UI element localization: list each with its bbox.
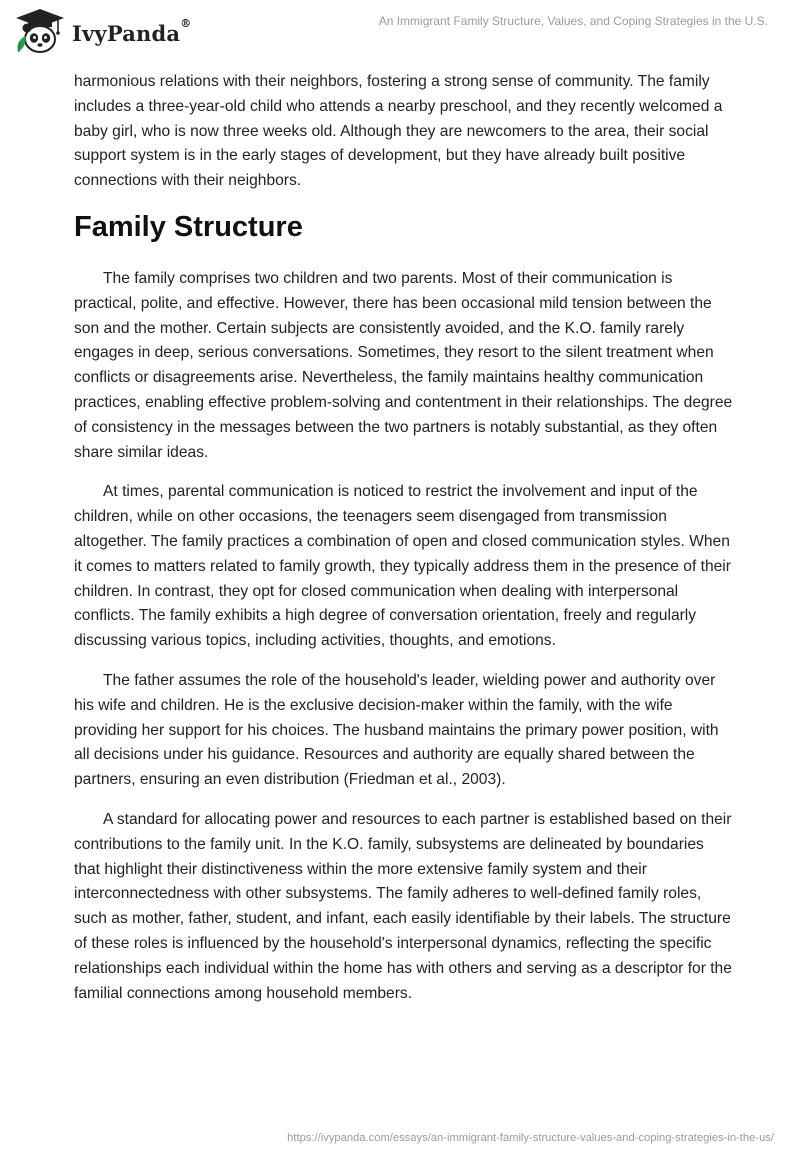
document-title: An Immigrant Family Structure, Values, and Coping Strategies in the U.S. [378, 14, 768, 28]
registered-mark: ® [180, 16, 192, 30]
panda-graduation-cap-icon [14, 8, 66, 54]
page-header [0, 0, 800, 70]
body-paragraph: The father assumes the role of the household's leader, wielding power and authority over his wife and children. He is the exclusive decision-maker within the family, with the wife providing her support for his choices. The husband maintains the primary power position, with all decisions under his guidance. Resources and authority are equally shared between the partners, ensuring an even distribution (Friedman et al., 2003). [74, 671, 719, 789]
body-paragraph: At times, parental communication is noticed to restrict the involvement and input of the children, while on other occasions, the teenagers seem disengaged from transmission altogether. The family practices a combination of open and closed communication styles. When it comes to matters related to family growth, they typically address them in the presence of their children. In contrast, they opt for closed communication when dealing with interpersonal conflicts. The family exhibits a high degree of conversation orientation, freely and regularly discussing various topics, including activities, thoughts, and emotions. [74, 483, 731, 650]
body-paragraph: A standard for allocating power and resources to each partner is established based on their contributions to the family unit. In the K.O. family, subsystems are delineated by boundaries that highlight their distinctiveness within the more extensive family system and their interconnectedness with other subsystems. The family adheres to well-defined family roles, such as mother, father, student, and infant, each easily identifiable by their labels. The structure of these roles is influenced by the household's interpersonal dynamics, reflecting the specific relationships each individual within the home has with others and serving as a descriptor for the familial connections among household members. [74, 810, 732, 1002]
ivypanda-logo[interactable] [14, 8, 191, 54]
source-url-link[interactable]: https://ivypanda.com/essays/an-immigrant-family-structure-values-and-coping-strategies-in-the-us/ [287, 1132, 774, 1144]
essay-content [74, 70, 734, 1021]
intro-paragraph: harmonious relations with their neighbors, fostering a strong sense of community. The family includes a three-year-old child who attends a nearby preschool, and they recently welcomed a baby girl, who is now three weeks old. Although they are newcomers to the area, their social support system is in the early stages of development, but they have already built positive connections with their neighbors. [74, 73, 723, 190]
section-heading: Family Structure [74, 210, 303, 243]
brand-name: IvyPanda® [72, 16, 192, 46]
body-paragraph: The family comprises two children and two parents. Most of their communication is practical, polite, and effective. However, there has been occasional mild tension between the son and the mother. Certain subjects are consistently avoided, and the K.O. family rarely engages in deep, serious conversations. Sometimes, they resort to the silent treatment when conflicts or disagreements arise. Nevertheless, the family maintains healthy communication practices, enabling effective problem-solving and contentment in their relationships. The degree of consistency in the messages between the two partners is notably substantial, as they often share similar ideas. [74, 269, 733, 461]
